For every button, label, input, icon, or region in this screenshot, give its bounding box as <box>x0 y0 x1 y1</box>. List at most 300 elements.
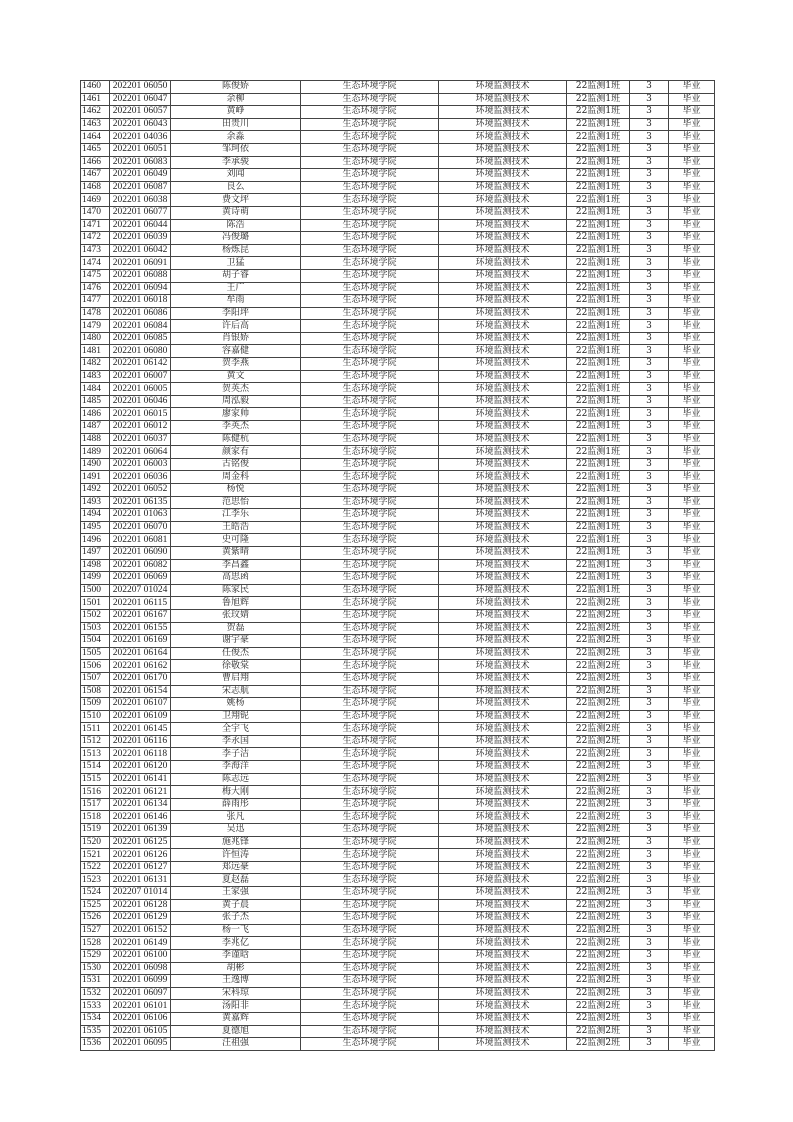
college-cell: 生态环境学院 <box>301 181 439 194</box>
class-name-cell: 22监测2班 <box>567 786 630 799</box>
class-name-cell: 22监测1班 <box>567 358 630 371</box>
class-name-cell: 22监测1班 <box>567 206 630 219</box>
major-cell: 环境监测技术 <box>439 924 567 937</box>
status-cell: 毕业 <box>669 332 715 345</box>
college-cell: 生态环境学院 <box>301 509 439 522</box>
student-id-cell: 202201 06116 <box>110 735 171 748</box>
years-cell: 3 <box>630 484 669 497</box>
major-cell: 环境监测技术 <box>439 559 567 572</box>
table-row <box>81 307 715 320</box>
major-cell: 环境监测技术 <box>439 937 567 950</box>
college-cell: 生态环境学院 <box>301 295 439 308</box>
status-cell: 毕业 <box>669 597 715 610</box>
student-name-cell: 古铭俊 <box>171 458 301 471</box>
major-cell: 环境监测技术 <box>439 861 567 874</box>
status-cell: 毕业 <box>669 698 715 711</box>
table-row <box>81 1012 715 1025</box>
student-id-cell: 202201 06131 <box>110 874 171 887</box>
major-cell: 环境监测技术 <box>439 761 567 774</box>
years-cell: 3 <box>630 572 669 585</box>
student-name-cell: 陈俊娇 <box>171 81 301 94</box>
table-row <box>81 446 715 459</box>
class-name-cell: 22监测2班 <box>567 836 630 849</box>
table-row <box>81 572 715 585</box>
table-row <box>81 912 715 925</box>
status-cell: 毕业 <box>669 861 715 874</box>
years-cell: 3 <box>630 874 669 887</box>
college-cell: 生态环境学院 <box>301 937 439 950</box>
row-number-cell: 1536 <box>81 1038 110 1051</box>
status-cell: 毕业 <box>669 219 715 232</box>
student-id-cell: 202201 06083 <box>110 156 171 169</box>
table-row <box>81 584 715 597</box>
status-cell: 毕业 <box>669 509 715 522</box>
row-number-cell: 1504 <box>81 635 110 648</box>
class-name-cell: 22监测2班 <box>567 912 630 925</box>
major-cell: 环境监测技术 <box>439 332 567 345</box>
years-cell: 3 <box>630 824 669 837</box>
row-number-cell: 1534 <box>81 1012 110 1025</box>
status-cell: 毕业 <box>669 660 715 673</box>
years-cell: 3 <box>630 219 669 232</box>
class-name-cell: 22监测1班 <box>567 584 630 597</box>
college-cell: 生态环境学院 <box>301 635 439 648</box>
class-name-cell: 22监测1班 <box>567 345 630 358</box>
student-name-cell: 张子杰 <box>171 912 301 925</box>
student-id-cell: 202201 06164 <box>110 647 171 660</box>
major-cell: 环境监测技术 <box>439 546 567 559</box>
years-cell: 3 <box>630 710 669 723</box>
student-id-cell: 202207 01014 <box>110 887 171 900</box>
student-name-cell: 黄峥 <box>171 106 301 119</box>
years-cell: 3 <box>630 143 669 156</box>
class-name-cell: 22监测2班 <box>567 647 630 660</box>
table-row <box>81 421 715 434</box>
status-cell: 毕业 <box>669 912 715 925</box>
years-cell: 3 <box>630 660 669 673</box>
table-row <box>81 773 715 786</box>
years-cell: 3 <box>630 81 669 94</box>
table-row <box>81 685 715 698</box>
major-cell: 环境监测技术 <box>439 169 567 182</box>
college-cell: 生态环境学院 <box>301 672 439 685</box>
table-row <box>81 81 715 94</box>
table-row <box>81 622 715 635</box>
status-cell: 毕业 <box>669 471 715 484</box>
college-cell: 生态环境学院 <box>301 458 439 471</box>
table-row <box>81 118 715 131</box>
student-id-cell: 202201 06090 <box>110 546 171 559</box>
years-cell: 3 <box>630 458 669 471</box>
student-id-cell: 202201 06097 <box>110 987 171 1000</box>
row-number-cell: 1532 <box>81 987 110 1000</box>
status-cell: 毕业 <box>669 672 715 685</box>
row-number-cell: 1508 <box>81 685 110 698</box>
major-cell: 环境监测技术 <box>439 282 567 295</box>
college-cell: 生态环境学院 <box>301 1025 439 1038</box>
graduate-roster-table <box>80 80 715 1051</box>
student-id-cell: 202201 06109 <box>110 710 171 723</box>
row-number-cell: 1460 <box>81 81 110 94</box>
table-row <box>81 509 715 522</box>
student-id-cell: 202201 06106 <box>110 1012 171 1025</box>
status-cell: 毕业 <box>669 761 715 774</box>
years-cell: 3 <box>630 798 669 811</box>
years-cell: 3 <box>630 169 669 182</box>
college-cell: 生态环境学院 <box>301 1000 439 1013</box>
years-cell: 3 <box>630 295 669 308</box>
status-cell: 毕业 <box>669 131 715 144</box>
status-cell: 毕业 <box>669 685 715 698</box>
college-cell: 生态环境学院 <box>301 206 439 219</box>
student-name-cell: 范思怡 <box>171 496 301 509</box>
student-name-cell: 良么 <box>171 181 301 194</box>
row-number-cell: 1469 <box>81 194 110 207</box>
status-cell: 毕业 <box>669 975 715 988</box>
college-cell: 生态环境学院 <box>301 484 439 497</box>
major-cell: 环境监测技术 <box>439 307 567 320</box>
class-name-cell: 22监测2班 <box>567 924 630 937</box>
college-cell: 生态环境学院 <box>301 949 439 962</box>
student-id-cell: 202201 06149 <box>110 937 171 950</box>
student-id-cell: 202201 06094 <box>110 282 171 295</box>
status-cell: 毕业 <box>669 962 715 975</box>
status-cell: 毕业 <box>669 383 715 396</box>
class-name-cell: 22监测1班 <box>567 446 630 459</box>
college-cell: 生态环境学院 <box>301 546 439 559</box>
class-name-cell: 22监测1班 <box>567 320 630 333</box>
years-cell: 3 <box>630 1000 669 1013</box>
status-cell: 毕业 <box>669 106 715 119</box>
college-cell: 生态环境学院 <box>301 735 439 748</box>
table-row <box>81 660 715 673</box>
student-id-cell: 202201 06064 <box>110 446 171 459</box>
student-id-cell: 202201 06091 <box>110 257 171 270</box>
row-number-cell: 1509 <box>81 698 110 711</box>
college-cell: 生态环境学院 <box>301 1038 439 1051</box>
student-name-cell: 许后高 <box>171 320 301 333</box>
table-row <box>81 244 715 257</box>
student-id-cell: 202201 06070 <box>110 521 171 534</box>
major-cell: 环境监测技术 <box>439 345 567 358</box>
status-cell: 毕业 <box>669 118 715 131</box>
years-cell: 3 <box>630 622 669 635</box>
student-id-cell: 202201 06155 <box>110 622 171 635</box>
row-number-cell: 1484 <box>81 383 110 396</box>
class-name-cell: 22监测1班 <box>567 232 630 245</box>
years-cell: 3 <box>630 811 669 824</box>
student-name-cell: 贺磊 <box>171 622 301 635</box>
row-number-cell: 1478 <box>81 307 110 320</box>
major-cell: 环境监测技术 <box>439 509 567 522</box>
table-row <box>81 219 715 232</box>
table-row <box>81 156 715 169</box>
student-name-cell: 夏德旭 <box>171 1025 301 1038</box>
major-cell: 环境监测技术 <box>439 735 567 748</box>
status-cell: 毕业 <box>669 446 715 459</box>
class-name-cell: 22监测1班 <box>567 332 630 345</box>
student-name-cell: 胡子睿 <box>171 269 301 282</box>
row-number-cell: 1515 <box>81 773 110 786</box>
student-name-cell: 徐敬棠 <box>171 660 301 673</box>
student-name-cell: 李子洁 <box>171 748 301 761</box>
major-cell: 环境监测技术 <box>439 887 567 900</box>
row-number-cell: 1491 <box>81 471 110 484</box>
major-cell: 环境监测技术 <box>439 93 567 106</box>
major-cell: 环境监测技术 <box>439 446 567 459</box>
years-cell: 3 <box>630 471 669 484</box>
table-row <box>81 874 715 887</box>
class-name-cell: 22监测2班 <box>567 622 630 635</box>
major-cell: 环境监测技术 <box>439 584 567 597</box>
class-name-cell: 22监测1班 <box>567 118 630 131</box>
major-cell: 环境监测技术 <box>439 471 567 484</box>
major-cell: 环境监测技术 <box>439 181 567 194</box>
years-cell: 3 <box>630 609 669 622</box>
class-name-cell: 22监测1班 <box>567 295 630 308</box>
class-name-cell: 22监测2班 <box>567 735 630 748</box>
class-name-cell: 22监测1班 <box>567 181 630 194</box>
years-cell: 3 <box>630 345 669 358</box>
student-id-cell: 202201 06088 <box>110 269 171 282</box>
student-name-cell: 黄紫晴 <box>171 546 301 559</box>
years-cell: 3 <box>630 496 669 509</box>
student-id-cell: 202201 06139 <box>110 824 171 837</box>
status-cell: 毕业 <box>669 735 715 748</box>
years-cell: 3 <box>630 861 669 874</box>
status-cell: 毕业 <box>669 458 715 471</box>
major-cell: 环境监测技术 <box>439 975 567 988</box>
class-name-cell: 22监测1班 <box>567 244 630 257</box>
row-number-cell: 1483 <box>81 370 110 383</box>
table-row <box>81 786 715 799</box>
student-name-cell: 汤阳非 <box>171 1000 301 1013</box>
major-cell: 环境监测技术 <box>439 635 567 648</box>
table-row <box>81 635 715 648</box>
class-name-cell: 22监测2班 <box>567 937 630 950</box>
years-cell: 3 <box>630 672 669 685</box>
student-name-cell: 田贵川 <box>171 118 301 131</box>
class-name-cell: 22监测2班 <box>567 723 630 736</box>
row-number-cell: 1470 <box>81 206 110 219</box>
years-cell: 3 <box>630 723 669 736</box>
table-row <box>81 169 715 182</box>
table-row <box>81 1038 715 1051</box>
student-id-cell: 202201 06125 <box>110 836 171 849</box>
table-row <box>81 559 715 572</box>
years-cell: 3 <box>630 383 669 396</box>
student-name-cell: 冯俊璐 <box>171 232 301 245</box>
college-cell: 生态环境学院 <box>301 899 439 912</box>
student-id-cell: 202201 06121 <box>110 786 171 799</box>
student-name-cell: 全宇飞 <box>171 723 301 736</box>
table-row <box>81 282 715 295</box>
student-id-cell: 202201 06003 <box>110 458 171 471</box>
student-id-cell: 202201 06069 <box>110 572 171 585</box>
major-cell: 环境监测技术 <box>439 987 567 1000</box>
college-cell: 生态环境学院 <box>301 861 439 874</box>
row-number-cell: 1520 <box>81 836 110 849</box>
student-name-cell: 鲁旭辉 <box>171 597 301 610</box>
student-id-cell: 202201 06127 <box>110 861 171 874</box>
row-number-cell: 1516 <box>81 786 110 799</box>
status-cell: 毕业 <box>669 710 715 723</box>
row-number-cell: 1471 <box>81 219 110 232</box>
student-id-cell: 202201 06050 <box>110 81 171 94</box>
table-row <box>81 975 715 988</box>
student-id-cell: 202201 06052 <box>110 484 171 497</box>
class-name-cell: 22监测2班 <box>567 660 630 673</box>
years-cell: 3 <box>630 1038 669 1051</box>
major-cell: 环境监测技术 <box>439 1012 567 1025</box>
major-cell: 环境监测技术 <box>439 824 567 837</box>
college-cell: 生态环境学院 <box>301 773 439 786</box>
row-number-cell: 1482 <box>81 358 110 371</box>
class-name-cell: 22监测2班 <box>567 899 630 912</box>
class-name-cell: 22监测2班 <box>567 1012 630 1025</box>
table-row <box>81 798 715 811</box>
row-number-cell: 1521 <box>81 849 110 862</box>
row-number-cell: 1465 <box>81 143 110 156</box>
status-cell: 毕业 <box>669 1038 715 1051</box>
table-row <box>81 395 715 408</box>
college-cell: 生态环境学院 <box>301 358 439 371</box>
years-cell: 3 <box>630 559 669 572</box>
student-name-cell: 卫猛 <box>171 257 301 270</box>
status-cell: 毕业 <box>669 887 715 900</box>
class-name-cell: 22监测2班 <box>567 962 630 975</box>
class-name-cell: 22监测1班 <box>567 471 630 484</box>
student-name-cell: 谢宇豪 <box>171 635 301 648</box>
college-cell: 生态环境学院 <box>301 446 439 459</box>
college-cell: 生态环境学院 <box>301 143 439 156</box>
class-name-cell: 22监测1班 <box>567 395 630 408</box>
major-cell: 环境监测技术 <box>439 206 567 219</box>
row-number-cell: 1533 <box>81 1000 110 1013</box>
table-row <box>81 824 715 837</box>
college-cell: 生态环境学院 <box>301 282 439 295</box>
table-row <box>81 1025 715 1038</box>
class-name-cell: 22监测1班 <box>567 509 630 522</box>
class-name-cell: 22监测2班 <box>567 710 630 723</box>
status-cell: 毕业 <box>669 181 715 194</box>
class-name-cell: 22监测1班 <box>567 81 630 94</box>
major-cell: 环境监测技术 <box>439 912 567 925</box>
years-cell: 3 <box>630 521 669 534</box>
major-cell: 环境监测技术 <box>439 358 567 371</box>
class-name-cell: 22监测1班 <box>567 93 630 106</box>
status-cell: 毕业 <box>669 773 715 786</box>
class-name-cell: 22监测2班 <box>567 824 630 837</box>
student-id-cell: 202201 06018 <box>110 295 171 308</box>
major-cell: 环境监测技术 <box>439 219 567 232</box>
row-number-cell: 1475 <box>81 269 110 282</box>
student-id-cell: 202201 06154 <box>110 685 171 698</box>
status-cell: 毕业 <box>669 874 715 887</box>
college-cell: 生态环境学院 <box>301 395 439 408</box>
status-cell: 毕业 <box>669 232 715 245</box>
major-cell: 环境监测技术 <box>439 962 567 975</box>
major-cell: 环境监测技术 <box>439 647 567 660</box>
student-name-cell: 宋科琼 <box>171 987 301 1000</box>
student-id-cell: 202201 06007 <box>110 370 171 383</box>
student-name-cell: 陈家民 <box>171 584 301 597</box>
major-cell: 环境监测技术 <box>439 949 567 962</box>
college-cell: 生态环境学院 <box>301 521 439 534</box>
table-row <box>81 710 715 723</box>
student-name-cell: 贺英杰 <box>171 383 301 396</box>
student-id-cell: 202201 06084 <box>110 320 171 333</box>
years-cell: 3 <box>630 332 669 345</box>
row-number-cell: 1473 <box>81 244 110 257</box>
years-cell: 3 <box>630 836 669 849</box>
class-name-cell: 22监测1班 <box>567 257 630 270</box>
table-row <box>81 811 715 824</box>
major-cell: 环境监测技术 <box>439 685 567 698</box>
class-name-cell: 22监测1班 <box>567 408 630 421</box>
row-number-cell: 1514 <box>81 761 110 774</box>
status-cell: 毕业 <box>669 320 715 333</box>
class-name-cell: 22监测2班 <box>567 874 630 887</box>
row-number-cell: 1529 <box>81 949 110 962</box>
row-number-cell: 1486 <box>81 408 110 421</box>
major-cell: 环境监测技术 <box>439 874 567 887</box>
student-id-cell: 202201 06115 <box>110 597 171 610</box>
table-row <box>81 987 715 1000</box>
college-cell: 生态环境学院 <box>301 660 439 673</box>
status-cell: 毕业 <box>669 836 715 849</box>
years-cell: 3 <box>630 232 669 245</box>
row-number-cell: 1523 <box>81 874 110 887</box>
student-name-cell: 李阳坪 <box>171 307 301 320</box>
status-cell: 毕业 <box>669 408 715 421</box>
table-row <box>81 1000 715 1013</box>
years-cell: 3 <box>630 949 669 962</box>
student-name-cell: 黄诗萌 <box>171 206 301 219</box>
student-id-cell: 202201 06129 <box>110 912 171 925</box>
student-name-cell: 牟雨 <box>171 295 301 308</box>
years-cell: 3 <box>630 370 669 383</box>
major-cell: 环境监测技术 <box>439 534 567 547</box>
college-cell: 生态环境学院 <box>301 786 439 799</box>
student-name-cell: 张玟婧 <box>171 609 301 622</box>
years-cell: 3 <box>630 421 669 434</box>
years-cell: 3 <box>630 584 669 597</box>
class-name-cell: 22监测1班 <box>567 458 630 471</box>
class-name-cell: 22监测2班 <box>567 798 630 811</box>
student-id-cell: 202201 04036 <box>110 131 171 144</box>
class-name-cell: 22监测2班 <box>567 698 630 711</box>
class-name-cell: 22监测2班 <box>567 685 630 698</box>
row-number-cell: 1477 <box>81 295 110 308</box>
years-cell: 3 <box>630 446 669 459</box>
major-cell: 环境监测技术 <box>439 320 567 333</box>
years-cell: 3 <box>630 635 669 648</box>
college-cell: 生态环境学院 <box>301 496 439 509</box>
status-cell: 毕业 <box>669 546 715 559</box>
years-cell: 3 <box>630 257 669 270</box>
college-cell: 生态环境学院 <box>301 408 439 421</box>
row-number-cell: 1535 <box>81 1025 110 1038</box>
class-name-cell: 22监测1班 <box>567 484 630 497</box>
status-cell: 毕业 <box>669 156 715 169</box>
student-id-cell: 202201 06107 <box>110 698 171 711</box>
row-number-cell: 1467 <box>81 169 110 182</box>
table-row <box>81 458 715 471</box>
student-id-cell: 202201 06087 <box>110 181 171 194</box>
major-cell: 环境监测技术 <box>439 811 567 824</box>
class-name-cell: 22监测1班 <box>567 219 630 232</box>
